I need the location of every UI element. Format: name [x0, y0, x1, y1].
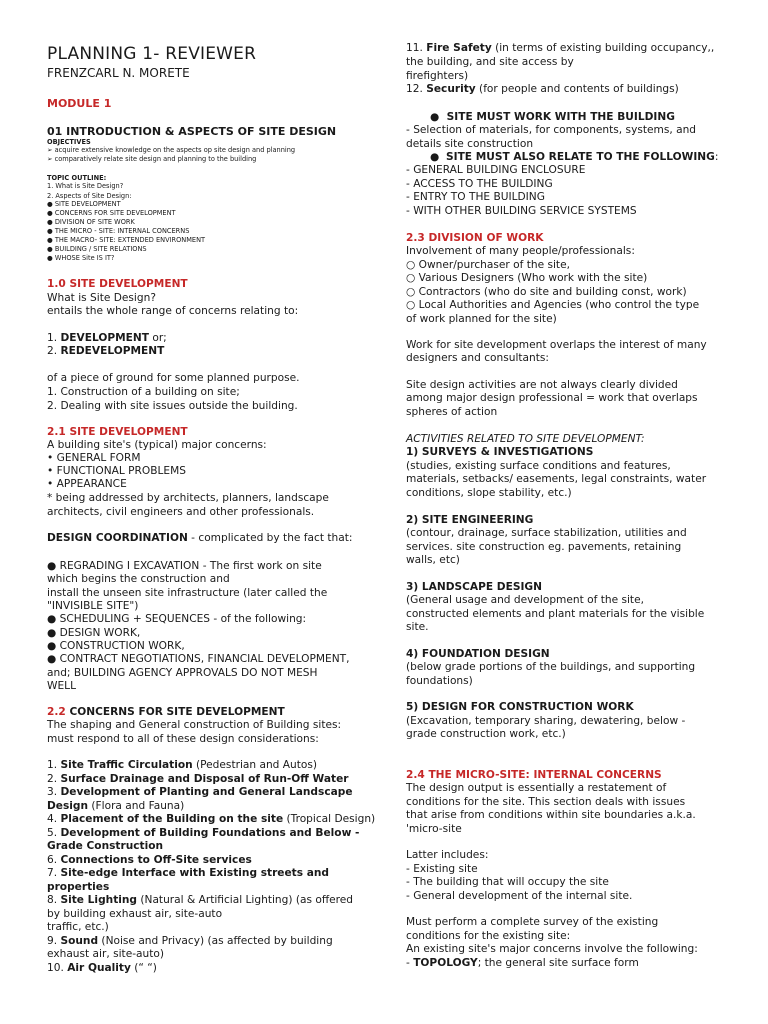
topic-item: ● BUILDING / SITE RELATIONS [47, 245, 147, 253]
body-text: that arise from conditions within site boundaries a.k.a. [406, 809, 696, 821]
body-text: entails the whole range of concerns relating to: [47, 305, 299, 317]
body-text: traffic, etc.) [47, 921, 109, 933]
list-item: - The building that will occupy the site [406, 876, 609, 888]
body-text: Must perform a complete survey of the existing [406, 916, 659, 928]
body-text: WELL [47, 680, 76, 692]
page-title: PLANNING 1- REVIEWER [47, 44, 257, 64]
body-text: 1. Construction of a building on site; [47, 386, 240, 398]
topic-item: ● THE MICRO - SITE: INTERNAL CONCERNS [47, 227, 190, 235]
list-item: 1. DEVELOPMENT or; [47, 332, 167, 344]
topic-item: ● WHOSE Site IS IT? [47, 254, 115, 262]
body-text: (Excavation, temporary sharing, dewatering, below - [406, 715, 686, 727]
bullet-icon: ● [430, 151, 440, 163]
list-item: - ENTRY TO THE BUILDING [406, 191, 545, 203]
list-item: ○ Owner/purchaser of the site, [406, 259, 570, 271]
list-item: 1. Site Traffic Circulation (Pedestrian and Autos) [47, 759, 318, 771]
bullet-item: ● REGRADING I EXCAVATION - The first work on site [47, 560, 322, 572]
must-work-heading: ● SITE MUST WORK WITH THE BUILDING [430, 111, 675, 123]
body-text: among major design professional = work that overlaps [406, 392, 698, 404]
topic-item: ● THE MACRO- SITE: EXTENDED ENVIRONMENT [47, 236, 206, 244]
body-text: site. [406, 621, 429, 633]
body-text: walls, etc) [406, 554, 460, 566]
activities-heading: ACTIVITIES RELATED TO SITE DEVELOPMENT: [406, 433, 645, 445]
topic-item: 2. Aspects of Site Design: [47, 192, 132, 200]
body-text: (studies, existing surface conditions and features, [406, 460, 671, 472]
body-text: which begins the construction and [47, 573, 230, 585]
activity-heading: 5) DESIGN FOR CONSTRUCTION WORK [406, 701, 634, 713]
body-text: by building exhaust air, site-auto [47, 908, 223, 920]
body-text: What is Site Design? [47, 292, 156, 304]
list-item: 9. Sound (Noise and Privacy) (as affected by building [47, 935, 333, 947]
list-item: - TOPOLOGY; the general site surface form [406, 957, 639, 969]
body-text: 2. Dealing with site issues outside the building. [47, 400, 298, 412]
list-item: - ACCESS TO THE BUILDING [406, 178, 553, 190]
topic-outline-label: TOPIC OUTLINE: [47, 174, 107, 182]
body-text: services. site construction eg. pavements, retaining [406, 541, 682, 553]
body-text: of a piece of ground for some planned purpose. [47, 372, 300, 384]
body-text: firefighters) [406, 70, 469, 82]
body-text: grade construction work, etc.) [406, 728, 566, 740]
list-item: - WITH OTHER BUILDING SERVICE SYSTEMS [406, 205, 637, 217]
body-text: The shaping and General construction of Building sites: [47, 719, 342, 731]
activity-heading: 2) SITE ENGINEERING [406, 514, 534, 526]
body-text: spheres of action [406, 406, 498, 418]
intro-heading: 01 INTRODUCTION & ASPECTS OF SITE DESIGN [47, 125, 337, 138]
body-text: foundations) [406, 675, 473, 687]
section-heading-2-1: 2.1 SITE DEVELOPMENT [47, 426, 188, 438]
list-item: Grade Construction [47, 840, 164, 852]
body-text: the building, and site access by [406, 56, 574, 68]
list-item: ○ Local Authorities and Agencies (who control the type [406, 299, 700, 311]
topic-item: ● DIVISION OF SITE WORK [47, 218, 135, 226]
body-text: designers and consultants: [406, 352, 550, 364]
design-coordination: DESIGN COORDINATION - complicated by the fact that: [47, 532, 353, 544]
list-item: 3. Development of Planting and General Landscape [47, 786, 353, 798]
body-text: (General usage and development of the site, [406, 594, 644, 606]
activity-heading: 3) LANDSCAPE DESIGN [406, 581, 542, 593]
body-text: of work planned for the site) [406, 313, 557, 325]
list-item: 8. Site Lighting (Natural & Artificial Lighting) (as offered [47, 894, 354, 906]
body-text: architects, civil engineers and other professionals. [47, 506, 315, 518]
list-item: 5. Development of Building Foundations and Below - [47, 827, 360, 839]
body-text: conditions for the site. This section deals with issues [406, 796, 686, 808]
list-item: - General development of the internal site. [406, 890, 633, 902]
section-heading-2-3: 2.3 DIVISION OF WORK [406, 232, 544, 244]
body-text: Site design activities are not always clearly divided [406, 379, 678, 391]
bullet-item: ● CONTRACT NEGOTIATIONS, FINANCIAL DEVELOPMENT, [47, 653, 350, 665]
list-item: Design (Flora and Fauna) [47, 800, 185, 812]
section-heading-2-2: 2.2 CONCERNS FOR SITE DEVELOPMENT [47, 706, 285, 718]
body-text: must respond to all of these design considerations: [47, 733, 319, 745]
body-text: - Selection of materials, for components, systems, and [406, 124, 697, 136]
objective-item: ➢ comparatively relate site design and planning to the building [47, 155, 257, 163]
bullet-item: • FUNCTIONAL PROBLEMS [47, 465, 186, 477]
bullet-item: ● DESIGN WORK, [47, 627, 141, 639]
body-text: 'micro-site [406, 823, 462, 835]
body-text: Work for site development overlaps the interest of many [406, 339, 707, 351]
must-relate-heading: ● SITE MUST ALSO RELATE TO THE FOLLOWING: [430, 151, 719, 163]
list-item: 6. Connections to Off-Site services [47, 854, 252, 866]
list-item: 4. Placement of the Building on the site (Tropical Design) [47, 813, 376, 825]
body-text: details site construction [406, 138, 534, 150]
body-text: conditions, slope stability, etc.) [406, 487, 572, 499]
activity-heading: 1) SURVEYS & INVESTIGATIONS [406, 446, 594, 458]
body-text: Latter includes: [406, 849, 489, 861]
bullet-icon: ● [430, 111, 440, 123]
section-heading-2-4: 2.4 THE MICRO-SITE: INTERNAL CONCERNS [406, 769, 662, 781]
list-item: - Existing site [406, 863, 478, 875]
list-item: 11. Fire Safety (in terms of existing building occupancy,, [406, 42, 715, 54]
list-item: 12. Security (for people and contents of buildings) [406, 83, 679, 95]
bullet-item: ● SCHEDULING + SEQUENCES - of the following: [47, 613, 307, 625]
body-text: conditions for the existing site: [406, 930, 571, 942]
list-item: 7. Site-edge Interface with Existing streets and [47, 867, 330, 879]
activity-heading: 4) FOUNDATION DESIGN [406, 648, 550, 660]
module-heading: MODULE 1 [47, 97, 112, 110]
objectives-label: OBJECTIVES [47, 138, 91, 146]
body-text: "INVISIBLE SITE") [47, 600, 139, 612]
list-item: properties [47, 881, 110, 893]
list-item: ○ Various Designers (Who work with the site) [406, 272, 648, 284]
body-text: Involvement of many people/professionals: [406, 245, 635, 257]
topic-item: ● SITE DEVELOPMENT [47, 200, 121, 208]
author-name: FRENZCARL N. MORETE [47, 66, 190, 80]
body-text: A building site's (typical) major concerns: [47, 439, 267, 451]
body-text: constructed elements and plant materials for the visible [406, 608, 705, 620]
body-text: The design output is essentially a restatement of [406, 782, 667, 794]
body-text: An existing site's major concerns involve the following: [406, 943, 698, 955]
objective-item: ➢ acquire extensive knowledge on the aspects op site design and planning [47, 146, 296, 154]
body-text: materials, setbacks/ easements, legal constraints, water [406, 473, 707, 485]
list-item: - GENERAL BUILDING ENCLOSURE [406, 164, 586, 176]
list-item: 10. Air Quality (“ “) [47, 962, 157, 974]
list-item: 2. REDEVELOPMENT [47, 345, 165, 357]
section-heading-1-0: 1.0 SITE DEVELOPMENT [47, 278, 188, 290]
body-text: exhaust air, site-auto) [47, 948, 165, 960]
body-text: and; BUILDING AGENCY APPROVALS DO NOT MESH [47, 667, 318, 679]
bullet-item: • APPEARANCE [47, 478, 127, 490]
body-text: (contour, drainage, surface stabilization, utilities and [406, 527, 687, 539]
bullet-item: • GENERAL FORM [47, 452, 141, 464]
body-text: (below grade portions of the buildings, and supporting [406, 661, 696, 673]
topic-item: 1. What is Site Design? [47, 182, 124, 190]
topic-item: ● CONCERNS FOR SITE DEVELOPMENT [47, 209, 176, 217]
list-item: ○ Contractors (who do site and building const, work) [406, 286, 687, 298]
body-text: install the unseen site infrastructure (later called the [47, 587, 328, 599]
list-item: 2. Surface Drainage and Disposal of Run-Off Water [47, 773, 349, 785]
bullet-item: ● CONSTRUCTION WORK, [47, 640, 185, 652]
body-text: * being addressed by architects, planners, landscape [47, 492, 329, 504]
